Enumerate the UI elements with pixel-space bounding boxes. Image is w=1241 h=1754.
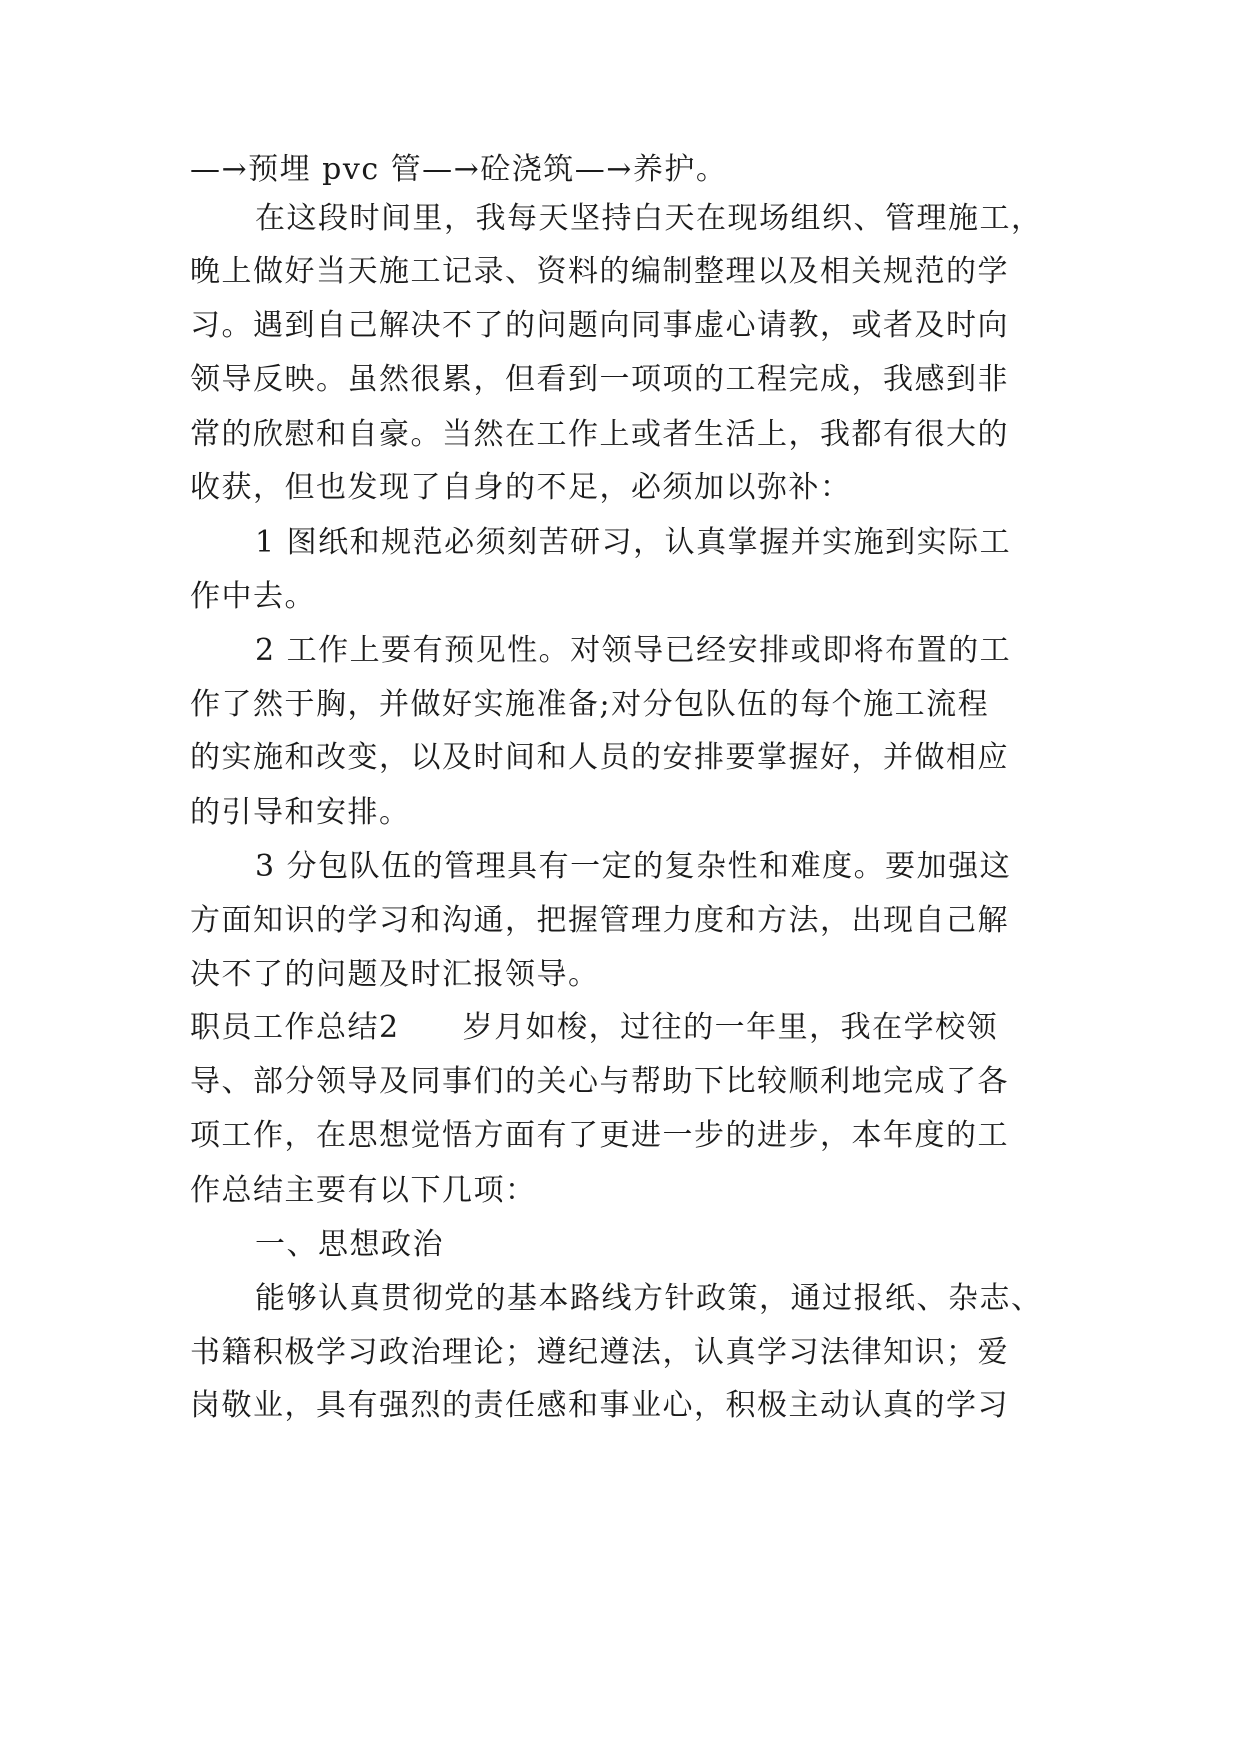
text-line: 项工作，在思想觉悟方面有了更进一步的进步，本年度的工 — [190, 1118, 1009, 1153]
text-line: 的实施和改变，以及时间和人员的安排要掌握好，并做相应 — [190, 740, 1009, 775]
text-line: 方面知识的学习和沟通，把握管理力度和方法，出现自己解 — [190, 903, 1009, 938]
text-line: 常的欣慰和自豪。当然在工作上或者生活上，我都有很大的 — [190, 417, 1009, 452]
text-line: 习。遇到自己解决不了的问题向同事虚心请教，或者及时向 — [190, 308, 1009, 343]
text-line: 1 图纸和规范必须刻苦研习，认真掌握并实施到实际工 — [255, 525, 1012, 560]
text-line: 作了然于胸，并做好实施准备;对分包队伍的每个施工流程 — [190, 687, 990, 722]
text-line: 导、部分领导及同事们的关心与帮助下比较顺利地完成了各 — [190, 1064, 1009, 1099]
text-line: 2 工作上要有预见性。对领导已经安排或即将布置的工 — [255, 633, 1012, 668]
text-line: 职员工作总结2 岁月如梭，过往的一年里，我在学校领 — [190, 1010, 999, 1045]
text-line: 书籍积极学习政治理论；遵纪遵法，认真学习法律知识；爱 — [190, 1335, 1009, 1370]
text-line: 的引导和安排。 — [190, 795, 411, 830]
text-line: —→预埋 pvc 管—→砼浇筑—→养护。 — [190, 152, 728, 187]
text-line: 岗敬业，具有强烈的责任感和事业心，积极主动认真的学习 — [190, 1388, 1009, 1423]
text-line: 作中去。 — [190, 579, 316, 614]
section-heading: 一、思想政治 — [255, 1227, 444, 1262]
text-line: 晚上做好当天施工记录、资料的编制整理以及相关规范的学 — [190, 254, 1009, 289]
text-line: 作总结主要有以下几项： — [190, 1173, 537, 1208]
text-line: 能够认真贯彻党的基本路线方针政策，通过报纸、杂志、 — [255, 1281, 1043, 1316]
text-line: 3 分包队伍的管理具有一定的复杂性和难度。要加强这 — [255, 849, 1012, 884]
text-line: 领导反映。虽然很累，但看到一项项的工程完成，我感到非 — [190, 362, 1009, 397]
text-line: 在这段时间里，我每天坚持白天在现场组织、管理施工， — [255, 201, 1043, 236]
text-line: 决不了的问题及时汇报领导。 — [190, 957, 600, 992]
text-line: 收获，但也发现了自身的不足，必须加以弥补： — [190, 470, 852, 505]
